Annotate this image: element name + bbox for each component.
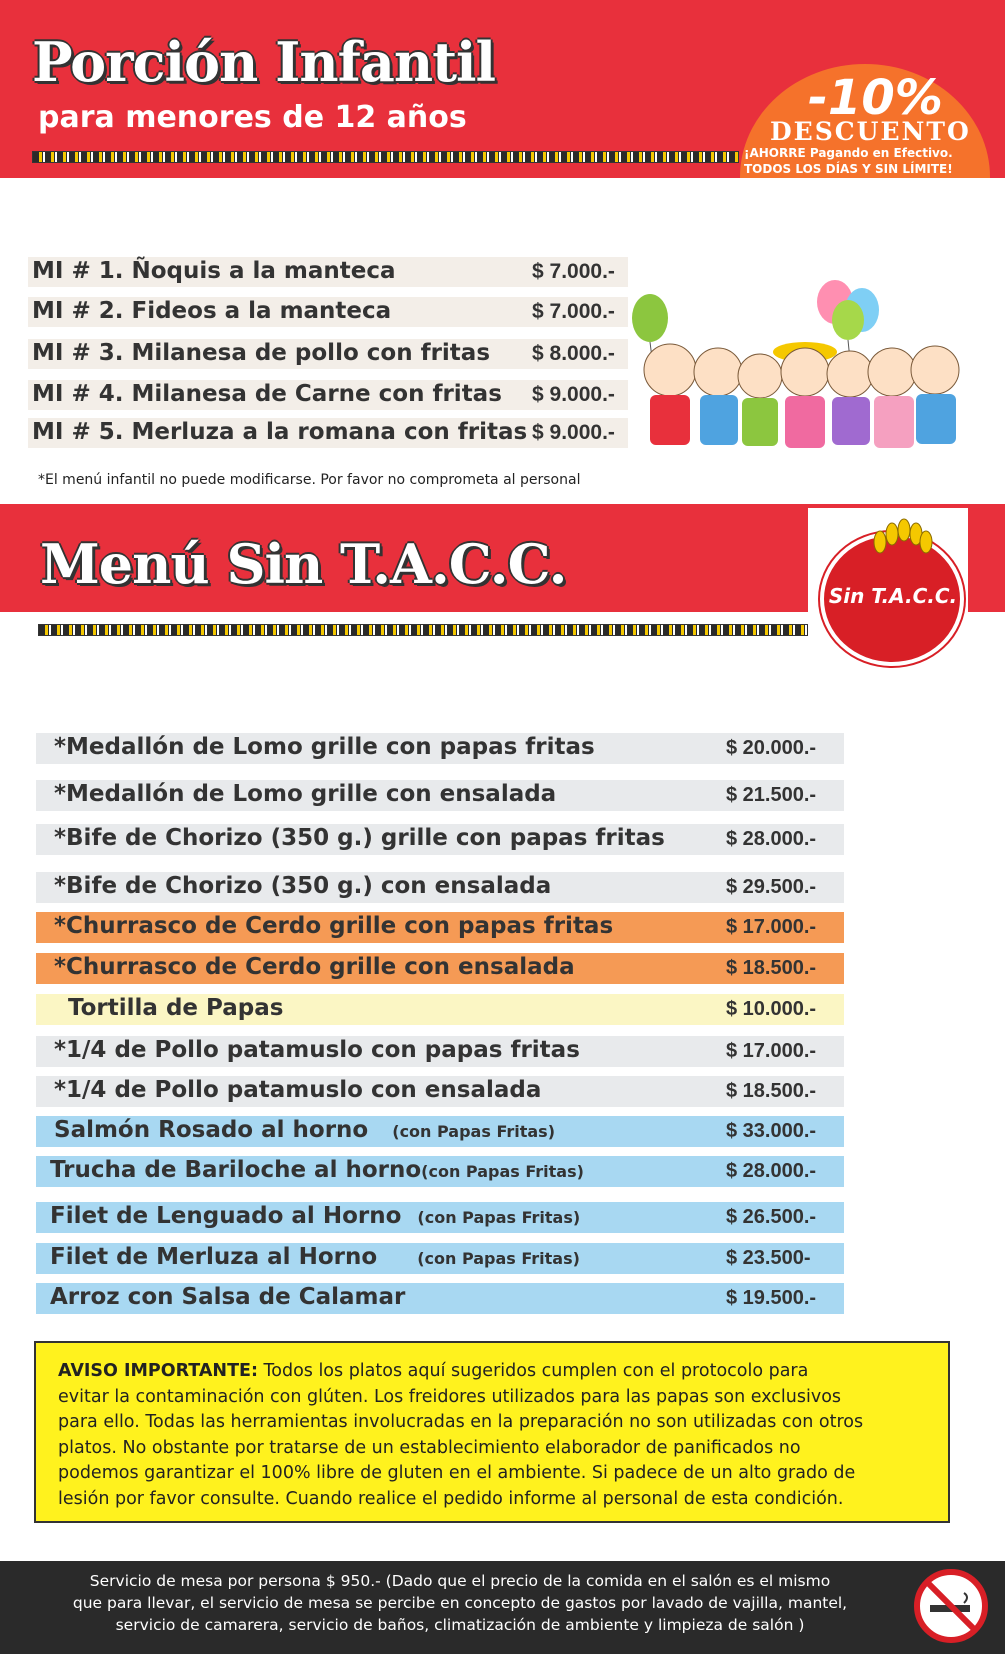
tacc-title: Menú Sin T.A.C.C. — [40, 532, 567, 596]
service-fee-text — [40, 1570, 880, 1636]
notice-line: para ello. Todas las herramientas involucradas en la preparación no son utilizadas con otros — [58, 1412, 864, 1432]
menu-item-price: $ 28.000.- — [726, 828, 817, 850]
discount-line-2: TODOS LOS DÍAS Y SIN LÍMITE! — [744, 162, 953, 176]
menu-item — [36, 912, 844, 943]
menu-item-price: $ 10.000.- — [726, 998, 817, 1020]
kids-menu-note: *El menú infantil no puede modificarse. Por favor no comprometa al personal — [38, 472, 581, 488]
kids-item-label: MI # 4. Milanesa de Carne con fritas — [32, 381, 502, 407]
menu-item-price: $ 17.000.- — [726, 916, 817, 938]
kids-menu-item — [28, 380, 628, 410]
menu-item-price: $ 21.500.- — [726, 784, 817, 806]
menu-item-note: (con Papas Fritas) — [421, 1162, 584, 1181]
menu-item-label: *Bife de Chorizo (350 g.) grille con papas fritas — [54, 825, 665, 851]
wheat-icon — [860, 512, 940, 582]
menu-item — [36, 824, 844, 855]
menu-item-note: (con Papas Fritas) — [417, 1208, 581, 1227]
menu-item — [36, 1283, 844, 1314]
menu-item-label: Arroz con Salsa de Calamar — [50, 1284, 406, 1310]
footer-line: Servicio de mesa por persona $ 950.- (Dado que el precio de la comida en el salón es el mismo — [89, 1572, 831, 1590]
footer-line: que para llevar, el servicio de mesa se percibe en concepto de gastos por lavado de vajilla, mantel, — [72, 1594, 848, 1612]
menu-item-label: Trucha de Bariloche al horno — [50, 1157, 422, 1183]
menu-item — [36, 1076, 844, 1107]
menu-item-price: $ 18.500.- — [726, 1080, 817, 1102]
kids-item-price: $ 7.000.- — [532, 300, 615, 323]
menu-item-label: Filet de Merluza al Horno — [50, 1244, 378, 1270]
menu-item — [36, 1202, 844, 1233]
discount-line-1: ¡AHORRE Pagando en Efectivo. — [744, 146, 953, 160]
menu-item-note: (con Papas Fritas) — [392, 1122, 555, 1141]
kids-menu-item — [28, 297, 628, 327]
kids-menu-item — [28, 418, 628, 448]
menu-item-price: $ 29.500.- — [726, 876, 817, 898]
menu-item-price: $ 33.000.- — [726, 1120, 817, 1142]
menu-item-price: $ 17.000.- — [726, 1040, 817, 1062]
menu-item — [36, 733, 844, 764]
menu-item-label: *Churrasco de Cerdo grille con papas fritas — [54, 913, 614, 939]
menu-item-label: Salmón Rosado al horno — [54, 1117, 369, 1143]
menu-item — [36, 1243, 844, 1274]
menu-item-price: $ 18.500.- — [726, 957, 817, 979]
discount-word: DESCUENTO — [770, 117, 971, 146]
kids-item-price: $ 8.000.- — [532, 342, 615, 365]
menu-item-price: $ 28.000.- — [726, 1160, 817, 1182]
kids-item-price: $ 7.000.- — [532, 260, 615, 283]
decorative-dotted-border — [38, 624, 810, 636]
menu-item-price: $ 20.000.- — [726, 737, 817, 759]
discount-percent: -10% — [808, 70, 943, 126]
notice-heading: AVISO IMPORTANTE: — [58, 1361, 258, 1381]
notice-line: lesión por favor consulte. Cuando realice el pedido informe al personal de esta condición. — [58, 1488, 844, 1509]
kids-item-price: $ 9.000.- — [532, 421, 615, 444]
kids-item-price: $ 9.000.- — [532, 383, 615, 406]
kids-menu-item — [28, 339, 628, 369]
menu-item-label: *1/4 de Pollo patamuslo con ensalada — [54, 1077, 542, 1103]
menu-item-price: $ 23.500- — [726, 1247, 811, 1269]
kids-item-label: MI # 5. Merluza a la romana con fritas — [32, 419, 528, 445]
menu-item-note: (con Papas Fritas) — [417, 1249, 580, 1268]
menu-item — [36, 872, 844, 903]
menu-item-label: *Churrasco de Cerdo grille con ensalada — [54, 954, 575, 980]
menu-item-price: $ 26.500.- — [726, 1206, 817, 1228]
children-illustration — [630, 280, 970, 490]
no-smoking-icon — [914, 1569, 988, 1643]
important-notice — [34, 1341, 950, 1523]
menu-item — [36, 1156, 844, 1187]
kids-item-label: MI # 1. Ñoquis a la manteca — [32, 258, 396, 284]
menu-item — [36, 953, 844, 984]
decorative-dotted-border — [32, 151, 739, 163]
kids-subtitle: para menores de 12 años — [38, 100, 467, 135]
menu-item — [36, 994, 844, 1025]
notice-line: podemos garantizar el 100% libre de gluten en el ambiente. Si padece de un alto grado de — [58, 1463, 856, 1483]
menu-item — [36, 1036, 844, 1067]
menu-item-label: Filet de Lenguado al Horno — [50, 1203, 402, 1229]
notice-line: platos. No obstante por tratarse de un establecimiento elaborador de panificados no — [58, 1437, 801, 1458]
tacc-logo-text: Sin T.A.C.C. — [828, 584, 958, 608]
menu-item-label: *Medallón de Lomo grille con ensalada — [54, 781, 557, 807]
menu-item — [36, 1116, 844, 1147]
kids-item-label: MI # 3. Milanesa de pollo con fritas — [32, 340, 491, 366]
notice-line: Todos los platos aquí sugeridos cumplen con el protocolo para — [257, 1361, 809, 1381]
kids-item-label: MI # 2. Fideos a la manteca — [32, 298, 392, 324]
kids-title: Porción Infantil — [32, 30, 496, 94]
menu-item-price: $ 19.500.- — [726, 1287, 817, 1309]
notice-line: evitar la contaminación con glúten. Los freidores utilizados para las papas son exclusivos — [58, 1386, 842, 1407]
menu-item — [36, 780, 844, 811]
kids-menu-item — [28, 257, 628, 287]
menu-item-label: *1/4 de Pollo patamuslo con papas fritas — [54, 1037, 580, 1063]
menu-item-label: *Medallón de Lomo grille con papas fritas — [54, 734, 595, 760]
menu-item-label: *Bife de Chorizo (350 g.) con ensalada — [54, 873, 552, 899]
footer-line: servicio de camarera, servicio de baños, climatización de ambiente y limpieza de salón ) — [115, 1616, 805, 1634]
menu-item-label: Tortilla de Papas — [68, 995, 284, 1021]
